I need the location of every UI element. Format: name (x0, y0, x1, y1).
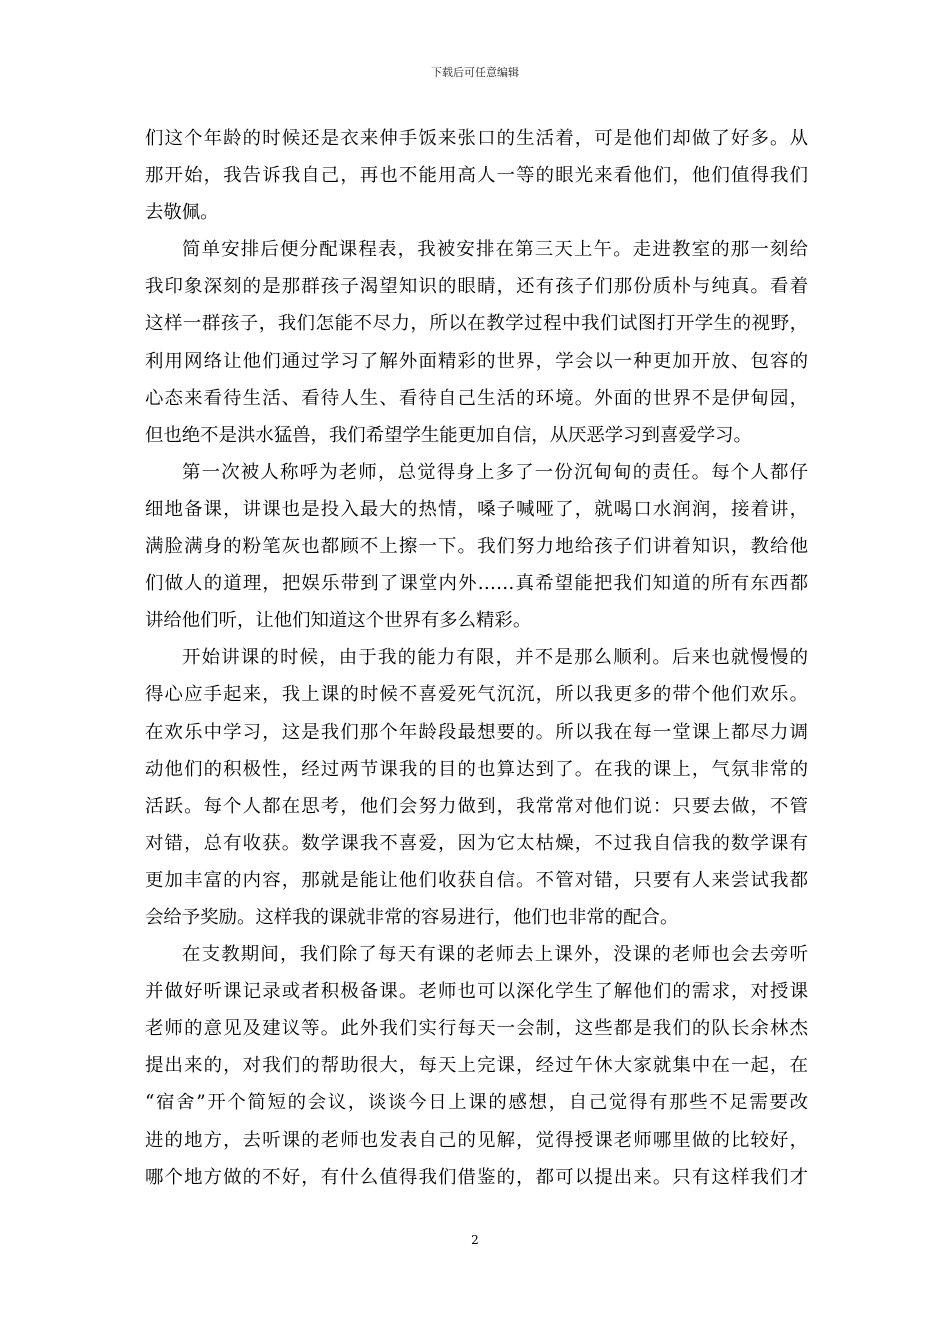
text-line: 简单安排后便分配课程表，我被安排在第三天上午。走进教室的那一刻给 (182, 239, 808, 261)
paragraph (145, 231, 808, 454)
text-line: 们这个年龄的时候还是衣来伸手饭来张口的生活着，可是他们却做了好多。从 (145, 128, 808, 149)
text-line: 但也绝不是洪水猛兽，我们希望学生能更加自信，从厌恶学习到喜爱学习。 (145, 424, 752, 446)
text-line: 我印象深刻的是那群孩子渴望知识的眼睛，还有孩子们那份质朴与纯真。看着 (145, 276, 808, 298)
text-line: 那开始，我告诉我自己，再也不能用高人一等的眼光来看他们，他们值得我们 (145, 165, 808, 187)
text-line: 并做好听课记录或者积极备课。老师也可以深化学生了解他们的需求，对授课 (145, 981, 808, 1003)
paragraph (145, 936, 808, 1196)
text-line: 对错，总有收获。数学课我不喜爱，因为它太枯燥，不过我自信我的数学课有 (145, 832, 808, 854)
text-line: 会给予奖励。这样我的课就非常的容易进行，他们也非常的配合。 (145, 906, 679, 928)
text-line: 细地备课，讲课也是投入最大的热情，嗓子喊哑了，就喝口水润润，接着讲， (145, 498, 808, 520)
text-line: 心态来看待生活、看待人生、看待自己生活的环境。外面的世界不是伊甸园， (145, 387, 808, 409)
paragraph (145, 120, 808, 231)
paragraph (145, 454, 808, 639)
text-line: 们做人的道理，把娱乐带到了课堂内外……真希望能把我们知道的所有东西都 (145, 573, 808, 595)
text-line: 哪个地方做的不好，有什么值得我们借鉴的，都可以提出来。只有这样我们才 (145, 1166, 808, 1188)
document-body (145, 120, 808, 1196)
text-line: 在欢乐中学习，这是我们那个年龄段最想要的。所以我在每一堂课上都尽力调 (145, 721, 808, 743)
text-line: 老师的意见及建议等。此外我们实行每天一会制，这些都是我们的队长余林杰 (145, 1018, 808, 1040)
text-line: 在支教期间，我们除了每天有课的老师去上课外，没课的老师也会去旁听 (182, 944, 808, 966)
text-line: 提出来的，对我们的帮助很大，每天上完课，经过午休大家就集中在一起，在 (145, 1055, 808, 1077)
text-line: 这样一群孩子，我们怎能不尽力，所以在教学过程中我们试图打开学生的视野， (145, 313, 808, 335)
text-line: 更加丰富的内容，那就是能让他们收获自信。不管对错，只要有人来尝试我都 (145, 869, 808, 891)
text-line: 开始讲课的时候，由于我的能力有限，并不是那么顺利。后来也就慢慢的 (182, 647, 808, 669)
page-header: 下载后可任意编辑 (431, 66, 519, 79)
text-line: 去敬佩。 (145, 202, 219, 224)
text-line: “宿舍”开个简短的会议，谈谈今日上课的感想，自己觉得有那些不足需要改 (145, 1092, 808, 1114)
text-line: 讲给他们听，让他们知道这个世界有多么精彩。 (145, 610, 532, 632)
text-line: 利用网络让他们通过学习了解外面精彩的世界，学会以一种更加开放、包容的 (145, 350, 808, 372)
text-line: 满脸满身的粉笔灰也都顾不上擦一下。我们努力地给孩子们讲着知识，教给他 (145, 536, 808, 558)
text-line: 得心应手起来，我上课的时候不喜爱死气沉沉，所以我更多的带个他们欢乐。 (145, 684, 808, 706)
page-number: 2 (471, 1233, 479, 1247)
text-line: 动他们的积极性，经过两节课我的目的也算达到了。在我的课上，气氛非常的 (145, 758, 808, 780)
text-line: 第一次被人称呼为老师，总觉得身上多了一份沉甸甸的责任。每个人都仔 (182, 461, 808, 483)
text-line: 进的地方，去听课的老师也发表自己的见解，觉得授课老师哪里做的比较好， (145, 1129, 808, 1151)
paragraph (145, 639, 808, 936)
text-line: 活跃。每个人都在思考，他们会努力做到，我常常对他们说：只要去做，不管 (145, 795, 808, 817)
